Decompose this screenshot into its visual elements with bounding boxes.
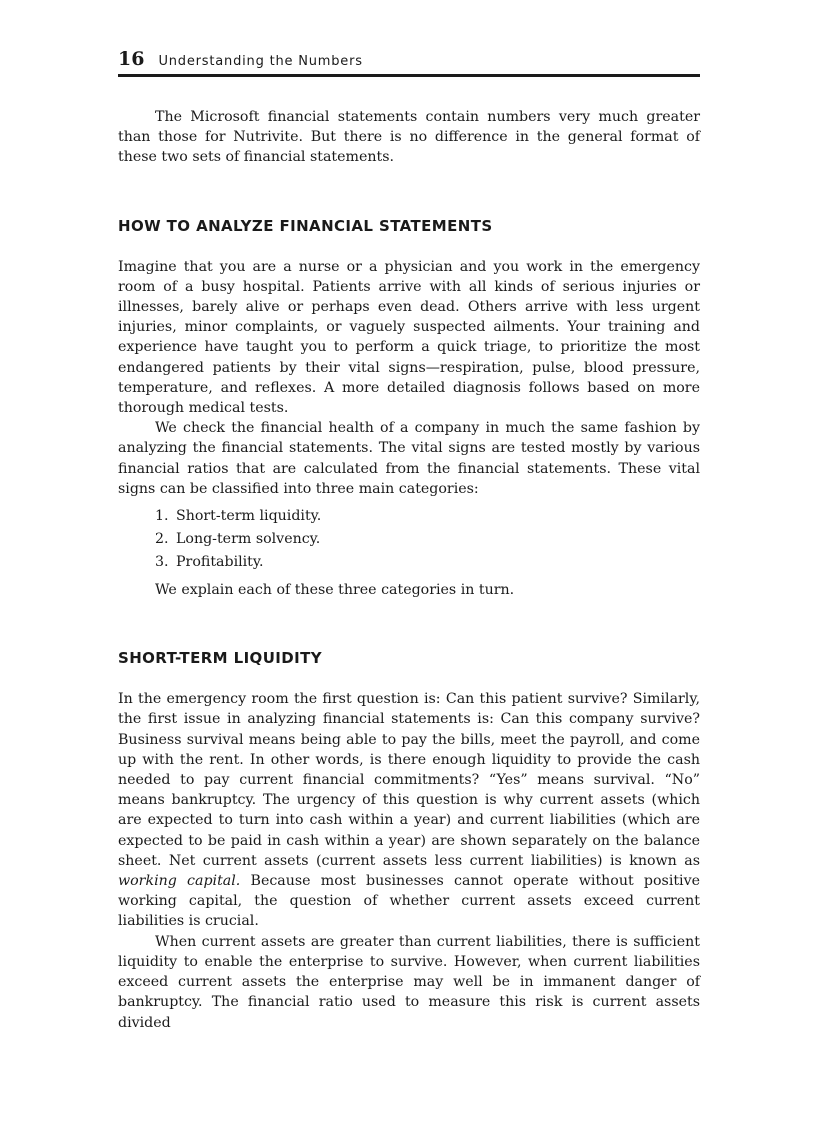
list-number: 2. <box>155 531 169 548</box>
paragraph-explain-categories: We explain each of these three categories in turn. <box>155 582 515 599</box>
list-item <box>155 528 700 551</box>
list-text: Short-term liquidity. <box>176 508 322 525</box>
paragraph-survival-text-end: Because most businesses cannot operate without positive working capital, the question of whether current assets exceed current liabilities is crucial. <box>118 873 701 930</box>
paragraph-current-assets: When current assets are greater than current liabilities, there is sufficient liquidity to enable the enterprise to survive. However, when current liabilities exceed current assets the enterprise may well be in immanent danger of bankruptcy. The financial ratio used to measure this risk is current assets divided <box>118 933 700 1031</box>
book-page <box>118 48 700 1033</box>
working-capital-term: working capital. <box>118 873 241 890</box>
paragraph-financial-health: We check the financial health of a company in much the same fashion by analyzing the financial statements. The vital signs are tested mostly by various financial ratios that are calculated from the financial statements. These vital signs can be classified into three main categories: <box>118 420 700 497</box>
list-number: 3. <box>155 554 169 571</box>
section-heading-short-term-liquidity: SHORT-TERM LIQUIDITY <box>118 649 322 668</box>
paragraph-emergency-room: Imagine that you are a nurse or a physician and you work in the emergency room of a busy hospital. Patients arrive with all kinds of serious injuries or illnesses, barely alive or perhaps even dead. Others arrive with less urgent injuries, minor complaints, or vaguely suspected ailments. Your training and experience have taught you to perform a quick triage, to prioritize the most endangered patients by their vital signs—respiration, pulse, blood pressure, temperature, and reflexes. A more detailed diagnosis follows based on more thorough medical tests. <box>118 258 700 417</box>
list-number: 1. <box>155 508 169 525</box>
categories-list <box>118 505 700 574</box>
paragraph-survival <box>118 689 700 931</box>
page-number: 16 <box>118 48 145 70</box>
section-heading-analyze: HOW TO ANALYZE FINANCIAL STATEMENTS <box>118 216 493 235</box>
list-item <box>155 505 700 528</box>
paragraph-survival-text: In the emergency room the first question is: Can this patient survive? Similarly, the first issue in analyzing financial statements is: Can this company survive? Business survival means being able to pay the bills, meet the payroll, and come up with the rent. In other words, is there enough liquidity to provide the cash needed to pay current financial commitments? “Yes” means survival. “No” means bankruptcy. The urgency of this question is why current assets (which are expected to turn into cash within a year) and current liabilities (which are expected to be paid in cash within a year) are shown separately on the balance sheet. Net current assets (current assets less current liabilities) is known as <box>118 691 700 869</box>
running-head <box>118 48 700 77</box>
list-item <box>155 551 700 574</box>
intro-paragraph: The Microsoft financial statements contain numbers very much greater than those for Nutrivite. But there is no difference in the general format of these two sets of financial statements. <box>118 109 700 166</box>
running-title: Understanding the Numbers <box>158 54 363 69</box>
list-text: Profitability. <box>176 554 264 571</box>
list-text: Long-term solvency. <box>176 531 321 548</box>
